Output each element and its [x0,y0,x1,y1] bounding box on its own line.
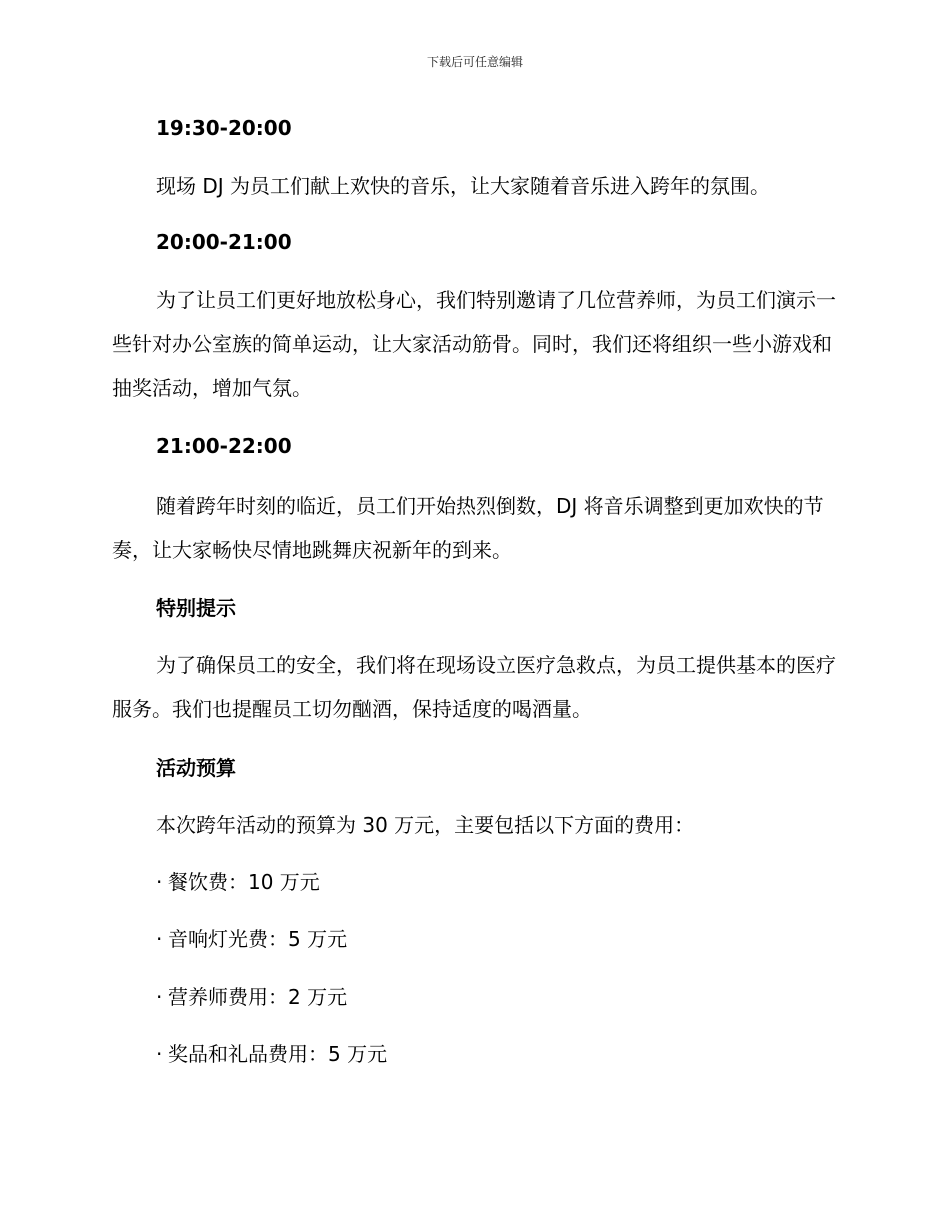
time-slot-heading-1: 19:30-20:00 [156,116,292,140]
bullet: · [156,870,163,894]
section-heading-budget: 活动预算 [156,756,236,780]
list-item-text: 奖品和礼品费用：5 万元 [168,1042,388,1066]
list-item [156,1032,387,1076]
paragraph-special-notice: 为了确保员工的安全，我们将在现场设立医疗急救点，为员工提供基本的医疗服务。我们也提醒员工切勿酗酒，保持适度的喝酒量。 [112,653,836,721]
paragraph-1: 现场 DJ 为员工们献上欢快的音乐，让大家随着音乐进入跨年的氛围。 [156,174,771,198]
paragraph-budget: 本次跨年活动的预算为 30 万元，主要包括以下方面的费用： [156,813,695,837]
bullet: · [156,985,163,1009]
list-item [156,917,347,961]
list-item [156,975,347,1019]
paragraph-3: 随着跨年时刻的临近，员工们开始热烈倒数，DJ 将音乐调整到更加欢快的节奏，让大家畅快尽情地跳舞庆祝新年的到来。 [112,494,824,562]
list-item-text: 营养师费用：2 万元 [168,985,348,1009]
bullet: · [156,927,163,951]
list-item [156,860,320,904]
time-slot-heading-3: 21:00-22:00 [156,434,292,458]
paragraph-2: 为了让员工们更好地放松身心，我们特别邀请了几位营养师，为员工们演示一些针对办公室族的简单运动，让大家活动筋骨。同时，我们还将组织一些小游戏和抽奖活动，增加气氛。 [112,288,836,400]
list-item-text: 餐饮费：10 万元 [168,870,320,894]
bullet: · [156,1042,163,1066]
page-header: 下载后可任意编辑 [426,55,523,69]
section-heading-special-notice: 特别提示 [156,596,236,620]
time-slot-heading-2: 20:00-21:00 [156,230,292,254]
list-item-text: 音响灯光费：5 万元 [168,927,348,951]
